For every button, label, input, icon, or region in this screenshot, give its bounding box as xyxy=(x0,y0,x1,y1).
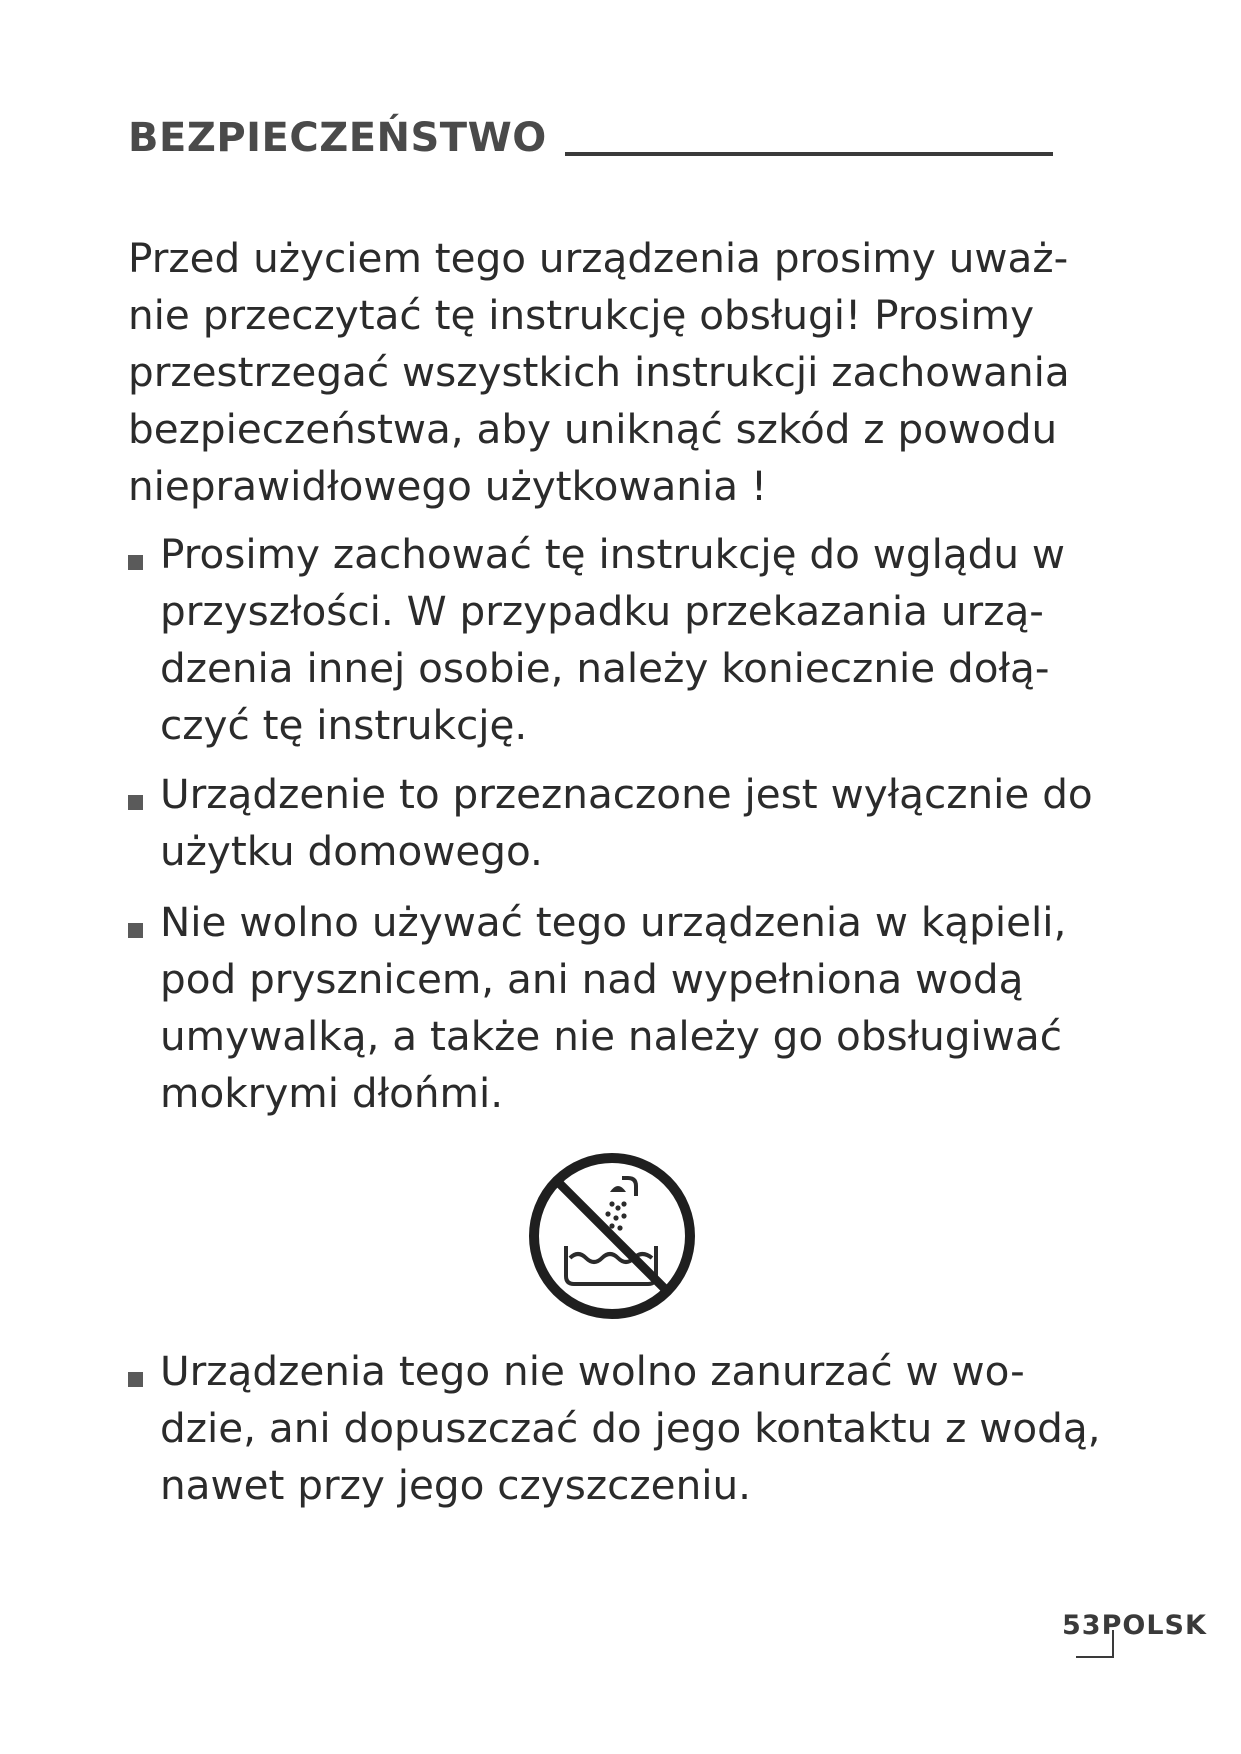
footer-corner-marker xyxy=(1076,1630,1114,1658)
bullet-text: Urządzenie to przeznaczone jest wyłącznie do użytku domowego. xyxy=(160,770,1093,875)
intro-paragraph: Przed użyciem tego urządzenia prosimy uważ- nie przeczytać tę instrukcję obsługi! Prosimy przestrzegać wszystkich instrukcji zachowania bezpieczeństwa, aby uniknąć szkód z powodu nieprawidłowego użytkowania ! xyxy=(128,234,1070,510)
heading-rule xyxy=(565,152,1053,156)
bullet-item-household-use xyxy=(128,766,1148,880)
bullet-text: Urządzenia tego nie wolno zanurzać w wo- dzie, ani dopuszczać do jego kontaktu z wodą, nawet przy jego czyszczeniu. xyxy=(160,1347,1101,1509)
bullet-item-no-bath-use xyxy=(128,894,1148,1122)
bullet-square-icon xyxy=(128,1372,143,1387)
section-heading-row xyxy=(128,115,1088,161)
page-number: 53 xyxy=(1062,1610,1102,1641)
bullet-text: Nie wolno używać tego urządzenia w kąpieli, pod prysznicem, ani nad wypełniona wodą umywalką, a także nie należy go obsługiwać mokrymi dłońmi. xyxy=(160,898,1067,1117)
bullet-square-icon xyxy=(128,923,143,938)
no-water-prohibition-icon xyxy=(526,1150,698,1322)
page-language: POLSK xyxy=(1101,1610,1207,1641)
bullet-item-no-immersion xyxy=(128,1343,1148,1514)
bullet-text: Prosimy zachować tę instrukcję do wglądu w przyszłości. W przypadku przekazania urzą- dzenia innej osobie, należy koniecznie dołą- czyć tę instrukcję. xyxy=(160,530,1066,749)
bullet-item-keep-manual xyxy=(128,526,1148,754)
bullet-square-icon xyxy=(128,555,143,570)
bullet-square-icon xyxy=(128,795,143,810)
section-heading: BEZPIECZEŃSTWO xyxy=(128,115,547,161)
